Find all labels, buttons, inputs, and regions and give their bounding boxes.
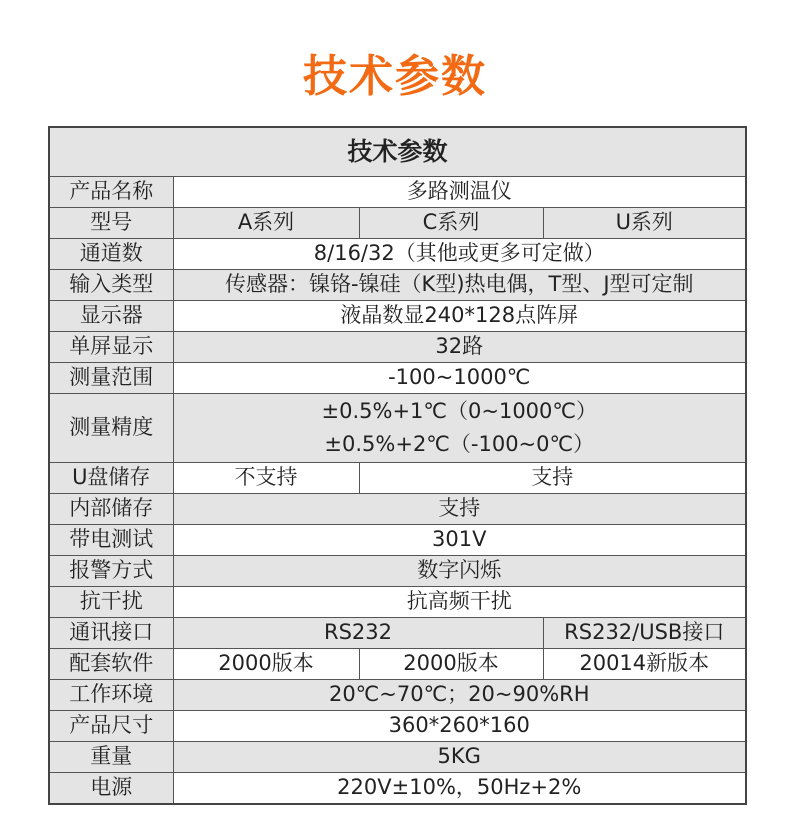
software-c-cell: 2000版本 bbox=[359, 649, 543, 680]
usb-storage-cu-cell: 支持 bbox=[359, 463, 746, 494]
row-label: 抗干扰 bbox=[49, 587, 173, 618]
table-row bbox=[49, 394, 746, 463]
row-value: 301V bbox=[173, 525, 746, 556]
software-u-cell: 20014新版本 bbox=[543, 649, 746, 680]
row-value: 360*260*160 bbox=[173, 711, 746, 742]
model-u-cell: U系列 bbox=[543, 208, 746, 239]
row-label: 配套软件 bbox=[49, 649, 173, 680]
row-label: 工作环境 bbox=[49, 680, 173, 711]
accuracy-line-1: ±0.5%+1℃（0~1000℃） bbox=[321, 399, 597, 423]
row-value: 支持 bbox=[173, 494, 746, 525]
table-row bbox=[49, 525, 746, 556]
table-row bbox=[49, 177, 746, 208]
table-row bbox=[49, 301, 746, 332]
table-header-row bbox=[49, 127, 746, 177]
row-value: 220V±10%，50Hz+2% bbox=[173, 773, 746, 805]
table-row bbox=[49, 332, 746, 363]
table-header: 技术参数 bbox=[49, 127, 746, 177]
table-row bbox=[49, 270, 746, 301]
usb-storage-a-cell: 不支持 bbox=[173, 463, 359, 494]
table-row bbox=[49, 239, 746, 270]
table-row bbox=[49, 463, 746, 494]
table-row bbox=[49, 742, 746, 773]
table-row bbox=[49, 494, 746, 525]
table-row bbox=[49, 649, 746, 680]
row-label: 内部储存 bbox=[49, 494, 173, 525]
row-label: 电源 bbox=[49, 773, 173, 805]
row-value: 多路测温仪 bbox=[173, 177, 746, 208]
row-label: 通讯接口 bbox=[49, 618, 173, 649]
row-value: 20℃~70℃；20~90%RH bbox=[173, 680, 746, 711]
row-label: 报警方式 bbox=[49, 556, 173, 587]
row-label: 产品名称 bbox=[49, 177, 173, 208]
row-label: 显示器 bbox=[49, 301, 173, 332]
row-label: 测量范围 bbox=[49, 363, 173, 394]
model-a-cell: A系列 bbox=[173, 208, 359, 239]
row-label: 输入类型 bbox=[49, 270, 173, 301]
interface-u-cell: RS232/USB接口 bbox=[543, 618, 746, 649]
row-value: 32路 bbox=[173, 332, 746, 363]
table-row bbox=[49, 208, 746, 239]
row-label: 产品尺寸 bbox=[49, 711, 173, 742]
row-value: 数字闪烁 bbox=[173, 556, 746, 587]
row-value: 8/16/32（其他或更多可定做） bbox=[173, 239, 746, 270]
row-label: 重量 bbox=[49, 742, 173, 773]
row-value: 液晶数显240*128点阵屏 bbox=[173, 301, 746, 332]
row-label: 单屏显示 bbox=[49, 332, 173, 363]
row-value: 传感器：镍铬-镍硅（K型)热电偶，T型、J型可定制 bbox=[173, 270, 746, 301]
table-row bbox=[49, 773, 746, 805]
table-row bbox=[49, 587, 746, 618]
spec-table bbox=[48, 126, 747, 805]
interface-ac-cell: RS232 bbox=[173, 618, 543, 649]
page-title: 技术参数 bbox=[303, 51, 487, 102]
table-row bbox=[49, 618, 746, 649]
row-value bbox=[173, 394, 746, 463]
accuracy-line-2: ±0.5%+2℃（-100~0℃） bbox=[324, 432, 595, 456]
row-value: -100~1000℃ bbox=[173, 363, 746, 394]
row-value: 抗高频干扰 bbox=[173, 587, 746, 618]
table-row bbox=[49, 363, 746, 394]
table-row bbox=[49, 711, 746, 742]
row-label: 带电测试 bbox=[49, 525, 173, 556]
table-row bbox=[49, 680, 746, 711]
row-label: U盘储存 bbox=[49, 463, 173, 494]
table-row bbox=[49, 556, 746, 587]
row-label: 型号 bbox=[49, 208, 173, 239]
model-c-cell: C系列 bbox=[359, 208, 543, 239]
row-label: 测量精度 bbox=[49, 394, 173, 463]
row-value: 5KG bbox=[173, 742, 746, 773]
software-a-cell: 2000版本 bbox=[173, 649, 359, 680]
row-label: 通道数 bbox=[49, 239, 173, 270]
